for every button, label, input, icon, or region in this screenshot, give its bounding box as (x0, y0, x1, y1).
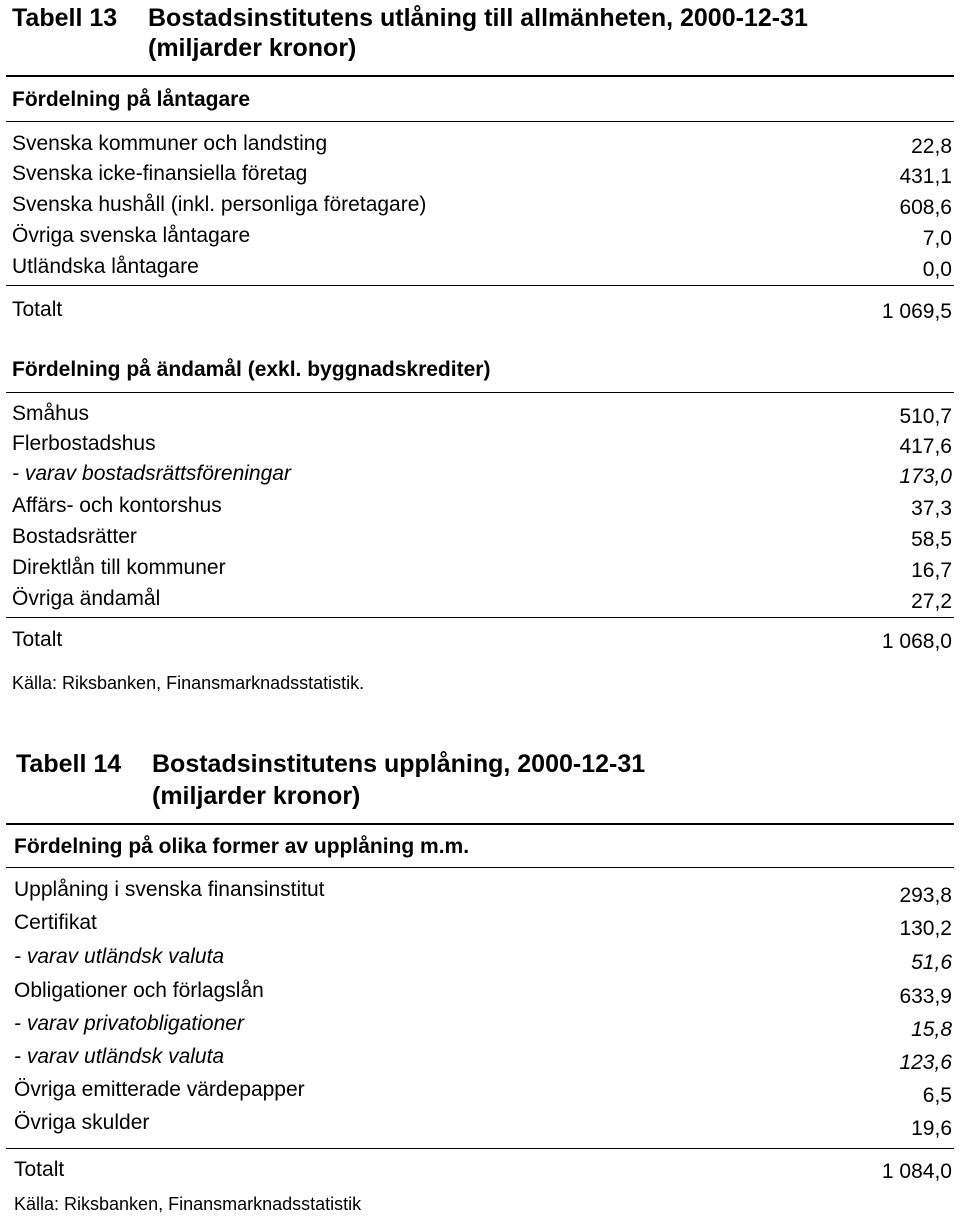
table14-top-rule (6, 823, 954, 825)
table14-total-rule (6, 1148, 954, 1149)
row-label: Övriga skulder (14, 1111, 150, 1134)
row-value: 37,3 (911, 497, 952, 520)
table13-top-rule (6, 75, 954, 77)
row-value: 27,2 (911, 590, 952, 613)
row-value: 431,1 (899, 165, 952, 188)
table13-title: Bostadsinstitutens utlåning till allmänheten, 2000-12-31 (148, 4, 808, 32)
row-label: Svenska icke-finansiella företag (12, 162, 308, 185)
row-value-sub: 15,8 (911, 1018, 952, 1041)
row-label: Bostadsrätter (12, 525, 137, 548)
total-value: 1 069,5 (881, 300, 952, 323)
table14-source: Källa: Riksbanken, Finansmarknadsstatistik (14, 1194, 362, 1214)
row-value: 6,5 (922, 1084, 952, 1107)
row-value: 58,5 (911, 528, 952, 551)
row-label: Utländska låntagare (12, 255, 199, 278)
table14-title: Bostadsinstitutens upplåning, 2000-12-31 (152, 750, 646, 778)
row-label: Svenska kommuner och landsting (12, 132, 328, 155)
row-label: Flerbostadshus (12, 432, 156, 455)
row-label-sub: - varav utländsk valuta (14, 1045, 225, 1068)
row-label: Obligationer och förlagslån (14, 979, 264, 1002)
row-value: 0,0 (922, 258, 952, 281)
section2-rule (6, 392, 954, 393)
row-label: Upplåning i svenska finansinstitut (14, 878, 325, 901)
total-label: Totalt (12, 628, 63, 651)
row-label: Övriga ändamål (12, 587, 161, 610)
row-label-sub: - varav bostadsrättsföreningar (12, 462, 291, 485)
row-value: 417,6 (899, 435, 952, 458)
row-label: Övriga emitterade värdepapper (14, 1078, 305, 1101)
section2-total-rule (6, 617, 954, 618)
table13-section2-heading: Fördelning på ändamål (exkl. byggnadskrediter) (12, 358, 491, 381)
table13-number: Tabell 13 (12, 4, 118, 32)
row-value: 633,9 (899, 985, 952, 1008)
table13-title-unit: (miljarder kronor) (148, 34, 357, 62)
row-value-sub: 123,6 (899, 1051, 952, 1074)
total-label: Totalt (12, 298, 63, 321)
row-value-sub: 51,6 (911, 951, 952, 974)
table14-number: Tabell 14 (16, 750, 122, 778)
total-value: 1 068,0 (881, 630, 952, 653)
table13-source: Källa: Riksbanken, Finansmarknadsstatistik. (12, 673, 365, 693)
row-value: 510,7 (899, 405, 952, 428)
row-label: Affärs- och kontorshus (12, 494, 222, 517)
table13-section1-heading: Fördelning på låntagare (12, 88, 251, 111)
row-value: 608,6 (899, 196, 952, 219)
row-label: Småhus (12, 402, 90, 425)
section1-rule (6, 121, 954, 122)
row-value: 22,8 (911, 135, 952, 158)
row-value: 130,2 (899, 917, 952, 940)
row-label: Övriga svenska låntagare (12, 224, 251, 247)
total-value: 1 084,0 (881, 1160, 952, 1183)
row-label: Direktlån till kommuner (12, 556, 226, 579)
row-value: 19,6 (911, 1117, 952, 1140)
row-value-sub: 173,0 (899, 465, 952, 488)
table14-heading: Fördelning på olika former av upplåning m.m. (14, 835, 470, 858)
total-label: Totalt (14, 1158, 65, 1181)
row-value: 7,0 (922, 227, 952, 250)
table14-heading-rule (6, 867, 954, 868)
row-value: 16,7 (911, 559, 952, 582)
table14-title-unit: (miljarder kronor) (152, 782, 361, 810)
row-label-sub: - varav privatobligationer (14, 1012, 244, 1035)
section1-total-rule (6, 285, 954, 286)
row-label: Certifikat (14, 911, 97, 934)
row-label-sub: - varav utländsk valuta (14, 945, 225, 968)
row-label: Svenska hushåll (inkl. personliga företagare) (12, 193, 427, 216)
row-value: 293,8 (899, 884, 952, 907)
